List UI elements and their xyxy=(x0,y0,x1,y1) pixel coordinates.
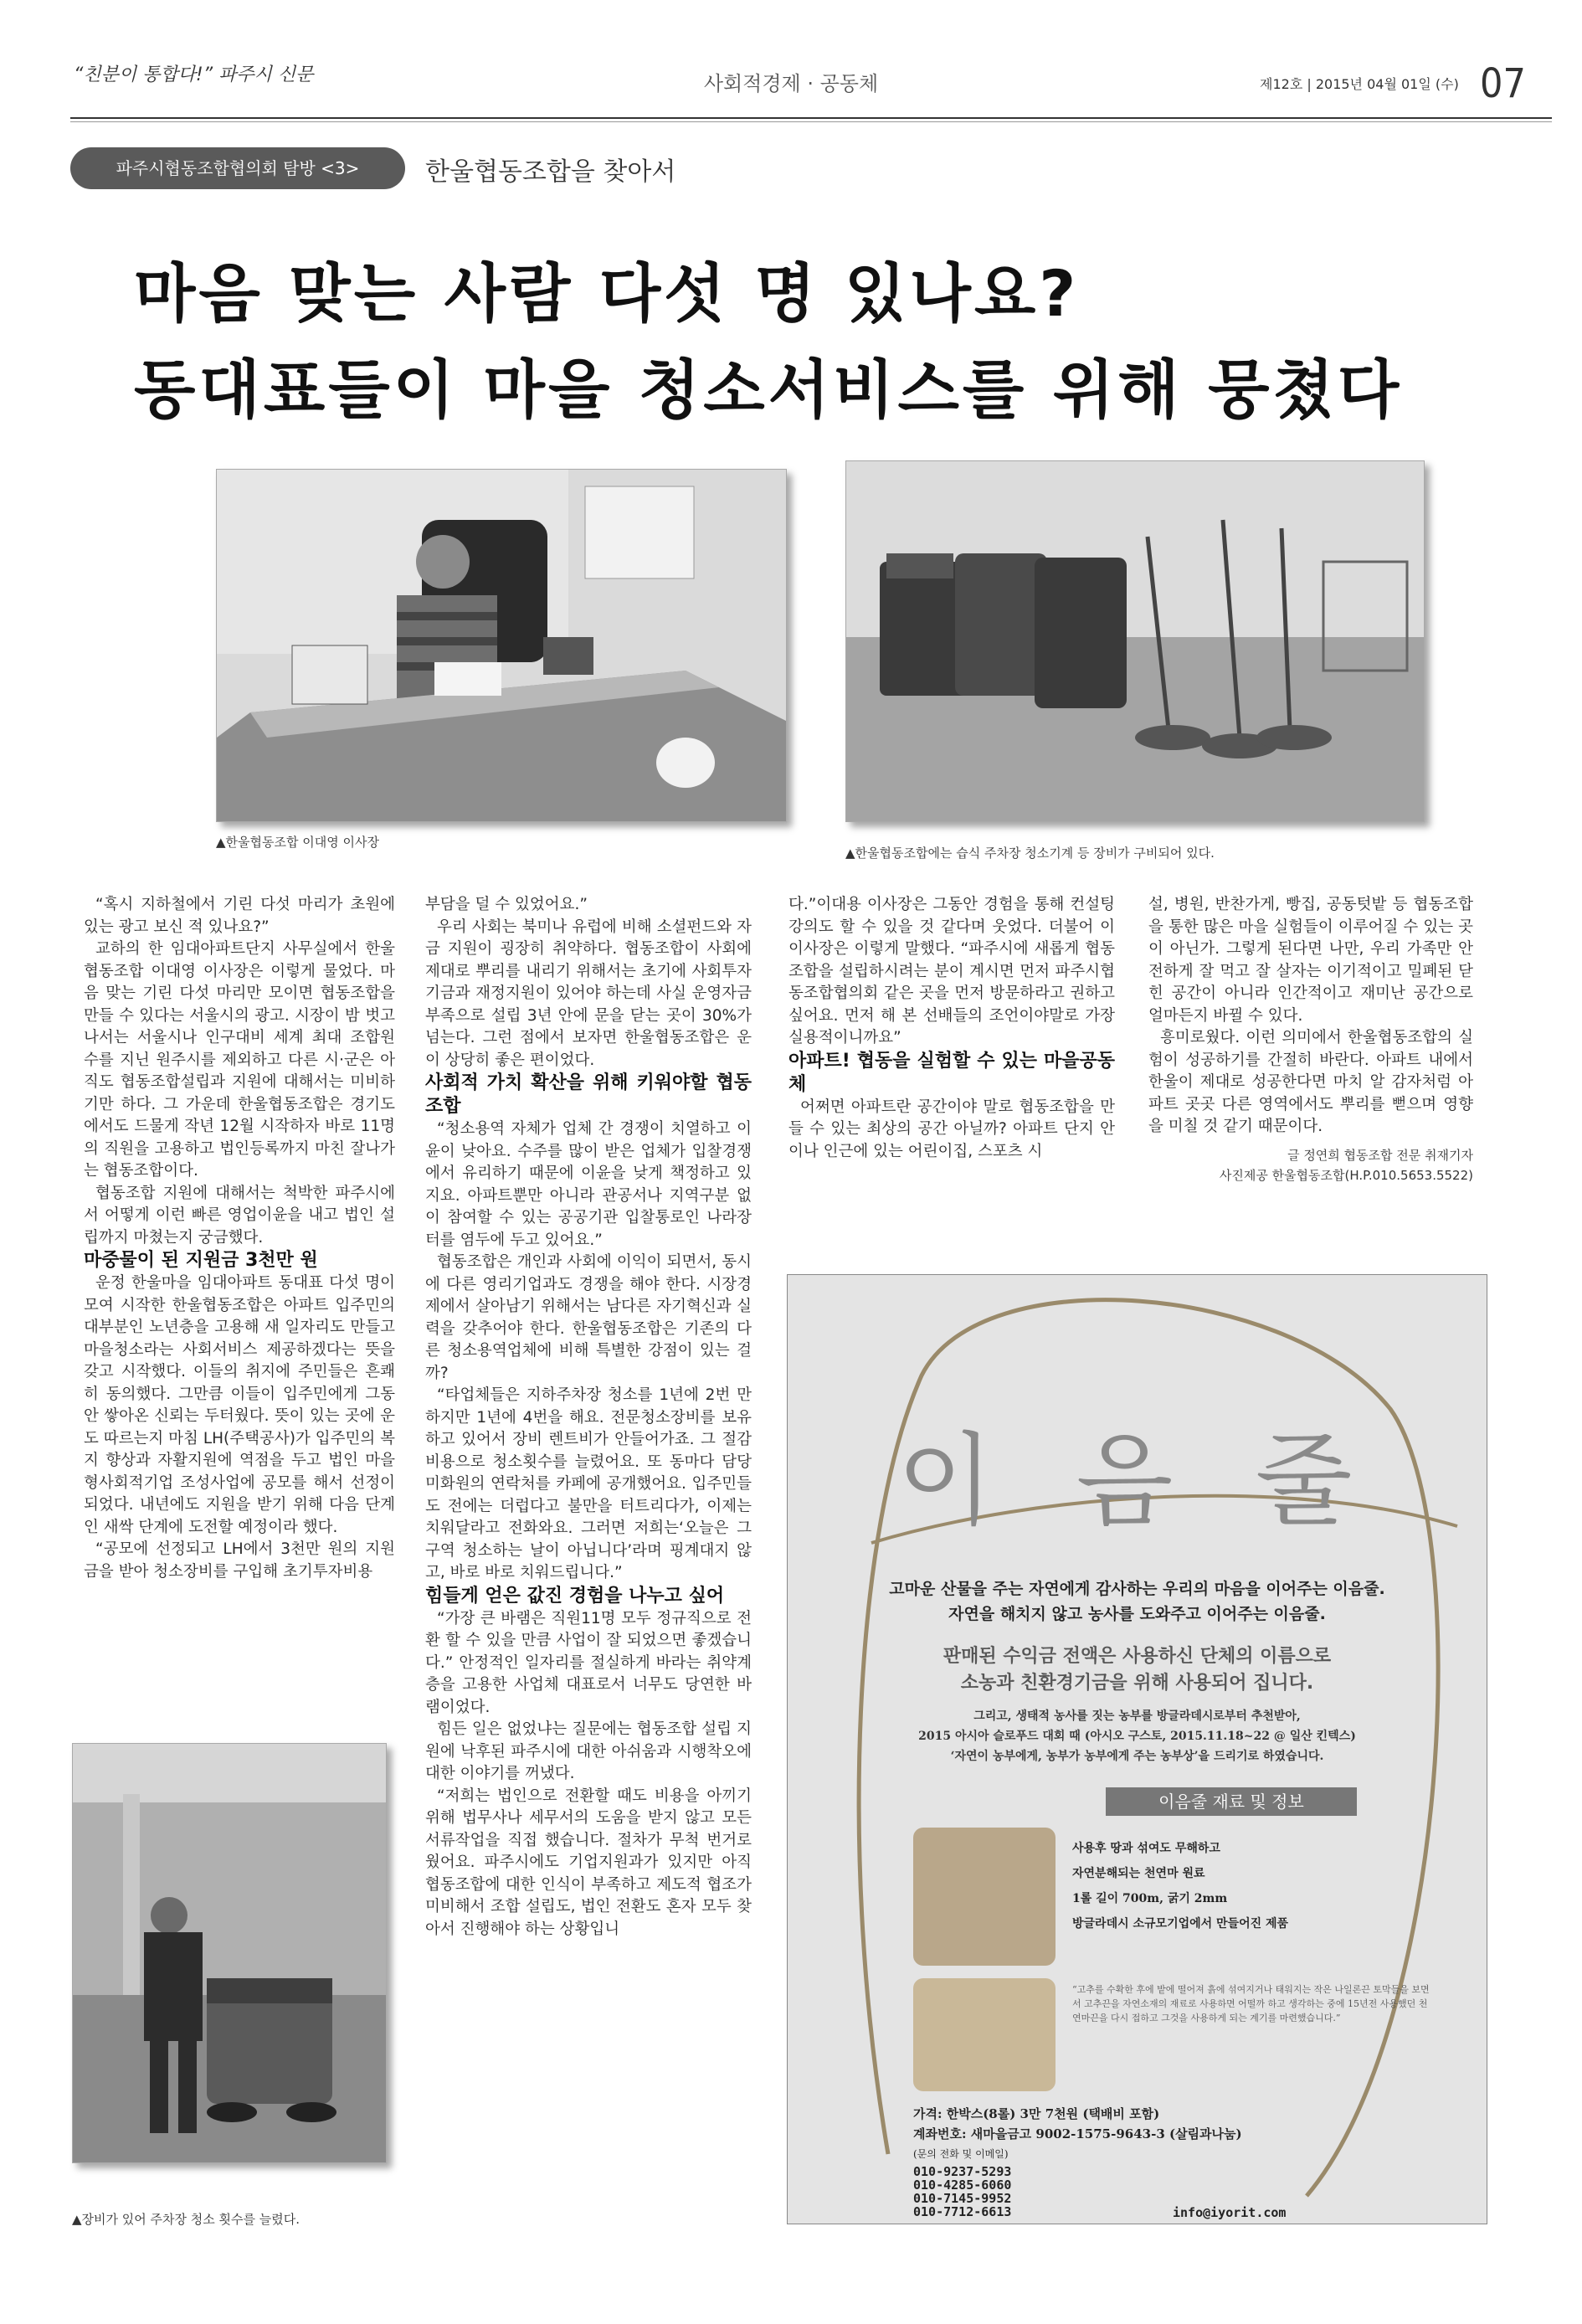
subheading: 마중물이 된 지원금 3천만 원 xyxy=(84,1250,318,1271)
headline-line1: 마음 맞는 사람 다섯 명 있나요? xyxy=(134,256,1080,331)
paragraph: “가장 큰 바램은 직원11명 모두 정규직으로 전환 할 수 있을 만큼 사업이 잘 되었으면 좋겠습니다.” 안정적인 일자리를 절실하게 바라는 취약계층을 고용한 사업체 대표로서 너무도 당연한 바램이었다. xyxy=(425,1609,752,1716)
column-2 xyxy=(425,894,752,1941)
byline-writer: 글 정연희 협동조합 전문 취재기자 xyxy=(1287,1147,1473,1163)
paragraph: 부담을 덜 수 있었어요.” xyxy=(425,896,588,913)
byline-photo: 사진제공 한울협동조합(H.P.010.5653.5522) xyxy=(1219,1167,1473,1183)
subheading: 아파트! 협동을 실험할 수 있는 마을공동체 xyxy=(788,1050,1115,1095)
paragraph: 어쩌면 아파트란 공간이야 말로 협동조합을 만들 수 있는 최상의 공간 아닐까? 아파트 단지 안이나 인근에 있는 어린이집, 스포츠 시 xyxy=(788,1098,1115,1160)
ad-info-list xyxy=(1072,1836,1424,1936)
issue-info: 제12호 | 2015년 04월 01일 (수) xyxy=(1260,76,1459,92)
paragraph: 교하의 한 임대아파트단지 사무실에서 한울협동조합 이대영 이사장은 이렇게 물었다. 마음 맞는 기린 다섯 마리만 모이면 협동조합을 만들 수 있다는 서울시의 광고. 시장이 밤 벗고 나서는 서울시나 인구대비 세계 최대 조합원 수를 지닌 원주시를 제외하고 다른 시·군은 아직도 협동조합설립과 지원에 대해서는 미비하기만 하다. 그 가운데 한울협동조합은 경기도에서도 드물게 작년 12월 시작하자 바로 11명의 직원을 고용하고 법인등록까지 마친 잘나가는 협동조합이다. xyxy=(84,940,395,1180)
paragraph: 운정 한울마을 임대아파트 동대표 다섯 명이 모여 시작한 한울협동조합은 아파트 입주민의 대부분인 노년층을 고용해 새 일자리도 만들고 마을청소라는 사회서비스 제공하겠다는 뜻을 갖고 시작했다. 이들의 취지에 주민들은 흔쾌히 동의했다. 그만큼 이들이 입주민에게 그동안 쌓아온 신뢰는 두터웠다. 뜻이 있는 곳에 운도 따르는지 마침 LH(주택공사)가 입주민의 복지 향상과 자활지원에 역점을 두고 법인 마을형사회적기업 조성사업에 공모를 해서 선정이 되었다. 내년에도 지원을 받기 위해 다음 단계인 새싹 단계에 도전할 예정이라 했다. xyxy=(84,1274,395,1536)
ad-notice-1: 판매된 수익금 전액은 사용하신 단체의 이름으로 xyxy=(943,1646,1332,1667)
photo-operator xyxy=(72,1743,387,2163)
photo-chairman xyxy=(216,469,787,822)
ad-rope-photo xyxy=(913,1828,1056,1966)
ad-notice xyxy=(821,1643,1453,1697)
header-rule xyxy=(70,117,1552,119)
ad-info-1: 사용후 땅과 섞여도 무해하고 xyxy=(1072,1842,1220,1855)
ad-title: 이 음 줄 xyxy=(896,1423,1378,1540)
paragraph: “혹시 지하철에서 기린 다섯 마리가 초원에 있는 광고 보신 적 있나요?” xyxy=(84,896,395,936)
ad-phone-2: 010-4285-6060 xyxy=(913,2177,1012,2193)
ad-detail xyxy=(821,1706,1453,1766)
ad-slogan xyxy=(804,1576,1470,1627)
ad-info-2: 자연분해되는 천연마 원료 xyxy=(1072,1867,1205,1880)
paragraph: 우리 사회는 북미나 유럽에 비해 소셜펀드와 자금 지원이 굉장히 취약하다. 협동조합이 사회에 제대로 뿌리를 내리기 위해서는 초기에 사회투자기금과 재정지원이 있어야 하는데 사실 운영자금 부족으로 설립 3년 안에 문을 닫는 곳이 30%가 넘는다. 그런 점에서 보자면 한울협동조합은 운이 상당히 좋은 편이었다. xyxy=(425,918,752,1069)
caption-photo3: ▲장비가 있어 주차장 청소 횟수를 늘렸다. xyxy=(72,2212,300,2227)
ad-ieumjul xyxy=(787,1274,1487,2224)
page-number: 07 xyxy=(1480,60,1526,107)
header-rule-thin xyxy=(70,121,1552,122)
caption-photo2: ▲한울협동조합에는 습식 주차장 청소기계 등 장비가 구비되어 있다. xyxy=(845,846,1215,861)
paragraph: 다.”이대용 이사장은 그동안 경험을 통해 컨설팅 강의도 할 수 있을 것 같다며 웃었다. 더불어 이 이사장은 이렇게 말했다. “파주시에 새롭게 협동조합을 설립하시려는 분이 계시면 먼저 파주시협동조합협의회 같은 곳을 먼저 방문하라고 권하고 싶어요. 먼저 해 본 선배들의 조언이야말로 가장 실용적이니까요” xyxy=(788,896,1115,1046)
paragraph: “타업체들은 지하주차장 청소를 1년에 2번 만 하지만 1년에 4번을 해요. 전문청소장비를 보유하고 있어서 장비 렌트비가 안들어가죠. 그 절감 비용으로 청소횟수를 늘렸어요. 또 동마다 담당 미화원의 연락처를 카페에 공개했어요. 입주민들도 전에는 더럽다고 불만을 터트리다가, 이제는 치워달라고 전화와요. 그러면 저희는‘오늘은 그 구역 청소하는 날이 아닙니다’라며 핑계대지 않고, 바로 바로 치워드립니다.” xyxy=(425,1386,752,1581)
ad-phone-1: 010-9237-5293 xyxy=(913,2164,1012,2179)
paragraph: 협동조합 지원에 대해서는 척박한 파주시에서 어떻게 이런 빠른 영업이윤을 내고 법인 설립까지 마쳤는지 궁금했다. xyxy=(84,1184,395,1247)
paragraph: 협동조합은 개인과 사회에 이익이 되면서, 동시에 다른 영리기업과도 경쟁을 해야 한다. 시장경제에서 살아남기 위해서는 남다른 자기혁신과 실력을 갖추어야 한다. 한울협동조합은 기존의 다른 청소용역업체에 비해 특별한 강점이 있는 걸까? xyxy=(425,1253,752,1382)
ad-contacts xyxy=(913,2165,1164,2219)
ad-price: 가격: 한박스(8롤) 3만 7천원 (택배비 포함) xyxy=(913,2106,1160,2121)
ad-purchase xyxy=(913,2104,1432,2164)
paragraph: “공모에 선정되고 LH에서 3천만 원의 지원금을 받아 청소장비를 구입해 초기투자비용 xyxy=(84,1540,395,1581)
column-1 xyxy=(84,894,395,1583)
paragraph: 힘든 일은 없었냐는 질문에는 협동조합 설립 지원에 낙후된 파주시에 대한 아쉬움과 시행착오에 대한 이야기를 꺼냈다. xyxy=(425,1720,752,1782)
ad-phone-3: 010-7145-9952 xyxy=(913,2191,1012,2206)
series-title: 한울협동조합을 찾아서 xyxy=(425,157,676,187)
ad-info-4: 방글라데시 소규모기업에서 만들어진 제품 xyxy=(1072,1917,1289,1931)
subheading: 사회적 가치 확산을 위해 키워야할 협동조합 xyxy=(425,1072,752,1117)
paragraph: “저희는 법인으로 전환할 때도 비용을 아끼기 위해 법무사나 세무서의 도움을 받지 않고 모든 서류작업을 직접 했습니다. 절차가 무척 번거로웠어요. 파주시에도 기업지원과가 있지만 아직 협동조합에 대한 인식이 부족하고 제도적 협조가 미비해서 조합 설립도, 법인 전환도 혼자 모두 찾아서 진행해야 하는 상황입니 xyxy=(425,1787,752,1938)
ad-phone-4: 010-7712-6613 xyxy=(913,2204,1012,2219)
ad-contact-label: (문의 전화 및 이메일) xyxy=(913,2148,1009,2160)
section-title: 사회적경제 · 공동체 xyxy=(703,72,879,95)
ad-detail-2: 2015 아시아 슬로푸드 대회 때 (아시오 구스토, 2015.11.18~22 @ 일산 킨텍스) xyxy=(918,1730,1356,1743)
series-label: 파주시협동조합협의회 탐방 <3> xyxy=(70,147,405,189)
photo-machines xyxy=(845,460,1425,822)
paragraph: 흥미로웠다. 이런 의미에서 한울협동조합의 실험이 성공하기를 간절히 바란다. 아파트 내에서 한울이 제대로 성공한다면 마치 알 감자처럼 아파트 곳곳 다른 영역에서도 뿌리를 뻗으며 영향을 미칠 것 같기 때문이다. xyxy=(1148,1029,1473,1135)
ad-info-header: 이음줄 재료 및 정보 xyxy=(1106,1787,1357,1816)
ad-slogan-1: 고마운 산물을 주는 자연에게 감사하는 우리의 마음을 이어주는 이음줄. xyxy=(889,1580,1385,1598)
subheading: 힘들게 얻은 값진 경험을 나누고 싶어 xyxy=(425,1585,725,1607)
ad-detail-3: ‘자연이 농부에게, 농부가 농부에게 주는 농부상’을 드리기로 하였습니다. xyxy=(950,1750,1324,1763)
ad-detail-1: 그리고, 생태적 농사를 짓는 농부를 방글라데시로부터 추천받아, xyxy=(973,1710,1301,1723)
masthead-logo: “친분이 통합다!” 파주시 신문 xyxy=(74,64,314,85)
ad-info-3: 1롤 길이 700m, 굵기 2mm xyxy=(1072,1892,1228,1905)
paragraph: “청소용역 자체가 업체 간 경쟁이 치열하고 이윤이 낮아요. 수주를 많이 받은 업체가 입찰경쟁에서 유리하기 때문에 이윤을 낮게 책정하고 있지요. 아파트뿐만 아니라 관공서나 지역구분 없이 참여할 수 있는 공공기관 입찰통로인 나라장터를 염두에 두고 있어요.” xyxy=(425,1120,752,1249)
headline-line2: 동대표들이 마을 청소서비스를 위해 뭉쳤다 xyxy=(134,352,1403,427)
ad-field-photo xyxy=(913,1978,1056,2091)
paragraph: 설, 병원, 반찬가게, 빵집, 공동텃밭 등 협동조합을 통한 많은 마을 실험들이 이루어질 수 있는 곳이 아닌가. 그렇게 된다면 나만, 우리 가족만 안전하게 잘 먹고 잘 살자는 이기적이고 밀폐된 닫힌 공간이 아니라 인간적이고 재미난 공간으로 얼마든지 바뀔 수 있다. xyxy=(1148,896,1473,1025)
ad-notice-2: 소농과 친환경기금을 위해 사용되어 집니다. xyxy=(960,1673,1314,1694)
ad-email: info@iyorit.com xyxy=(1173,2205,1287,2220)
ad-slogan-2: 자연을 해치지 않고 농사를 도와주고 이어주는 이음줄. xyxy=(948,1605,1326,1623)
ad-quote: “고추를 수확한 후에 밭에 떨어져 흙에 섞여지거나 태워지는 작은 나일론끈 토막들을 보면서 고추끈을 자연소재의 재료로 사용하면 어떨까 하고 생각하는 중에 15년전 사용했던 천연마끈을 다시 접하고 그것을 사용하게 되는 계기를 마련했습니다.” xyxy=(1072,1984,1430,2023)
caption-photo1: ▲한울협동조합 이대영 이사장 xyxy=(216,835,379,850)
column-4 xyxy=(1148,894,1473,1185)
column-3 xyxy=(788,894,1115,1163)
ad-account: 계좌번호: 새마을금고 9002-1575-9643-3 (살림과나눔) xyxy=(913,2126,1242,2141)
